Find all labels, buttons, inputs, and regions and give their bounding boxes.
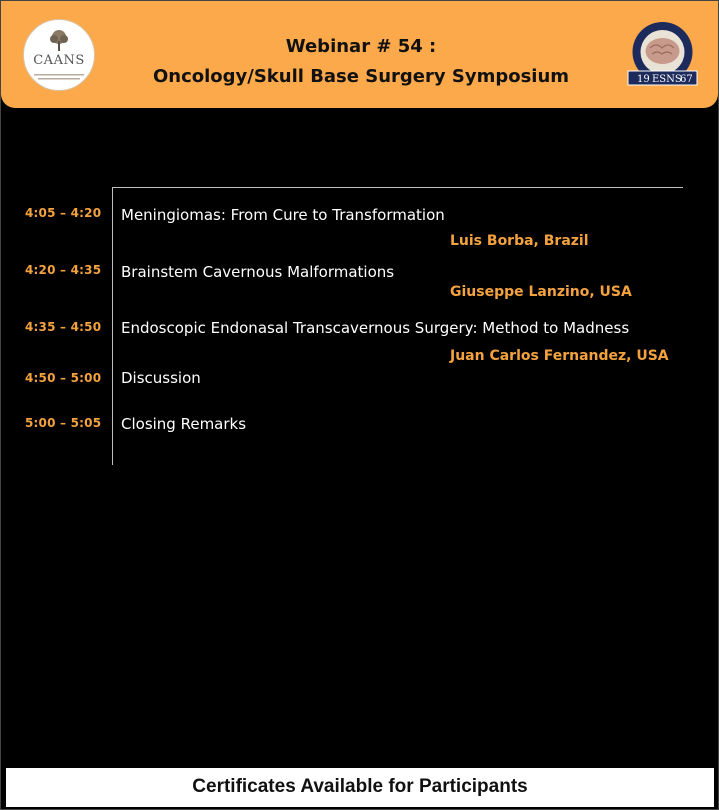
- agenda-time: 4:05 – 4:20: [25, 206, 102, 220]
- logo-small-print: [34, 72, 84, 82]
- tree-icon: [47, 29, 71, 53]
- agenda-time: 4:20 – 4:35: [25, 263, 102, 277]
- logo-year-left: 19: [637, 74, 650, 85]
- certificates-notice: Certificates Available for Participants: [192, 776, 528, 797]
- brain-icon: [646, 38, 680, 64]
- agenda-speaker: Luis Borba, Brazil: [450, 233, 589, 249]
- caans-logo: [23, 19, 95, 91]
- agenda-talk-title: Meningiomas: From Cure to Transformation: [121, 206, 445, 224]
- webinar-number: Webinar # 54 :: [285, 36, 437, 57]
- caans-logo-text: CAANS: [33, 53, 85, 68]
- agenda-time: 4:35 – 4:50: [25, 320, 102, 334]
- agenda-talk-title: Brainstem Cavernous Malformations: [121, 263, 395, 281]
- esns-logo: [626, 21, 699, 87]
- logo-esns-text: ESNS: [652, 74, 682, 85]
- agenda-speaker: Juan Carlos Fernandez, USA: [450, 348, 669, 364]
- agenda-talk-title: Discussion: [121, 369, 201, 387]
- agenda-talk-title: Endoscopic Endonasal Transcavernous Surgery: Method to Madness: [121, 319, 630, 337]
- agenda-top-rule: [113, 187, 683, 188]
- header-banner: [1, 1, 718, 108]
- agenda-time: 4:50 – 5:00: [25, 371, 102, 385]
- logo-year-right: 67: [680, 74, 693, 85]
- footer-bar: [6, 768, 714, 807]
- agenda-divider: [112, 187, 113, 465]
- agenda-time: 5:00 – 5:05: [25, 416, 102, 430]
- agenda-talk-title: Closing Remarks: [121, 415, 247, 433]
- webinar-title: Oncology/Skull Base Surgery Symposium: [152, 66, 570, 87]
- agenda-speaker: Giuseppe Lanzino, USA: [450, 284, 632, 300]
